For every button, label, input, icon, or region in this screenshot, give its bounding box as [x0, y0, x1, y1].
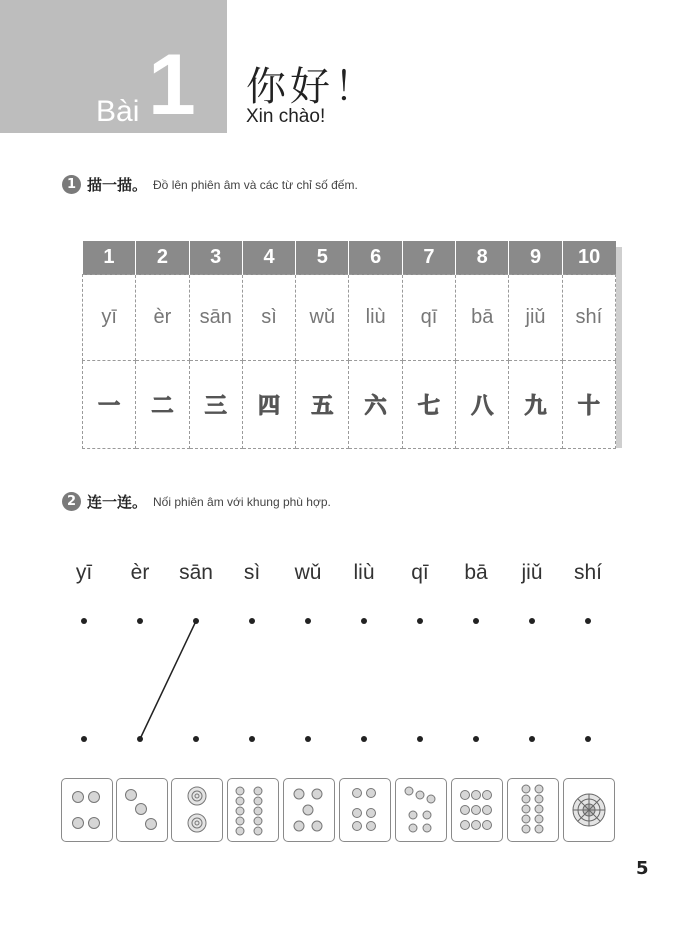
pinyin-trace-cell: sì: [242, 275, 295, 361]
hanzi-trace-cell: 一: [83, 361, 136, 449]
number-header: 5: [296, 241, 349, 275]
pinyin-trace-cell: bā: [456, 275, 509, 361]
exercise-2-heading: [62, 491, 331, 512]
pinyin-trace-cell: liù: [349, 275, 402, 361]
match-dot[interactable]: [473, 736, 479, 742]
tile-6-circles-icon: [339, 778, 391, 842]
pinyin-match-label: yī: [75, 561, 93, 584]
tile-7-circles-icon: [395, 778, 447, 842]
tile-9-circles-icon: [451, 778, 503, 842]
page-number: 5: [636, 858, 649, 879]
hanzi-trace-cell: 四: [242, 361, 295, 449]
tile-5-circles-icon: [283, 778, 335, 842]
pinyin-match-label: jiǔ: [521, 561, 543, 584]
lesson-banner: [0, 0, 227, 133]
pinyin-trace-cell: shí: [562, 275, 615, 361]
hanzi-trace-cell: 九: [509, 361, 562, 449]
exercise-2-title: 连一连。: [87, 493, 148, 511]
pinyin-match-label: wǔ: [294, 561, 322, 584]
number-header: 6: [349, 241, 402, 275]
match-dot[interactable]: [81, 736, 87, 742]
pinyin-match-label: shí: [573, 561, 602, 584]
exercise-1-instruction: Đồ lên phiên âm và các từ chỉ số đếm.: [153, 177, 358, 192]
number-header: 1: [83, 241, 136, 275]
exercise-1-number-icon: 1: [62, 175, 81, 194]
pinyin-trace-cell: èr: [136, 275, 189, 361]
number-header: 3: [189, 241, 242, 275]
lesson-word: Bài: [96, 95, 140, 128]
tile-3-circles-icon: [116, 778, 168, 842]
hanzi-trace-cell: 三: [189, 361, 242, 449]
exercise-2-number-icon: 2: [62, 492, 81, 511]
match-dot[interactable]: [529, 736, 535, 742]
number-header: 4: [242, 241, 295, 275]
hanzi-trace-cell: 八: [456, 361, 509, 449]
match-dot[interactable]: [193, 736, 199, 742]
number-table: [82, 241, 616, 442]
pinyin-trace-cell: qī: [402, 275, 455, 361]
match-dot[interactable]: [417, 736, 423, 742]
exercise-2-instruction: Nối phiên âm với khung phù hợp.: [153, 494, 331, 509]
hanzi-trace-cell: 二: [136, 361, 189, 449]
hanzi-trace-cell: 十: [562, 361, 615, 449]
number-header: 8: [456, 241, 509, 275]
match-dot[interactable]: [137, 736, 143, 742]
tile-4-circles-icon: [61, 778, 113, 842]
pinyin-trace-cell: sān: [189, 275, 242, 361]
match-dot[interactable]: [249, 736, 255, 742]
hanzi-trace-cell: 七: [402, 361, 455, 449]
hanzi-trace-cell: 五: [296, 361, 349, 449]
pinyin-match-label: bā: [464, 561, 488, 584]
tile-1-circle-icon: [563, 778, 615, 842]
pinyin-trace-cell: yī: [83, 275, 136, 361]
lesson-number: 1: [148, 37, 196, 133]
tile-2-circles-icon: [171, 778, 223, 842]
number-header-row: [83, 241, 616, 275]
example-connector-line: [140, 621, 196, 739]
tile-10-circles-icon: [507, 778, 559, 842]
exercise-1-heading: [62, 174, 358, 195]
lesson-title-chinese: 你好！: [246, 64, 378, 110]
example-connector: [0, 600, 680, 750]
number-grid: [82, 241, 616, 449]
number-header: 9: [509, 241, 562, 275]
number-header: 2: [136, 241, 189, 275]
pinyin-trace-cell: jiǔ: [509, 275, 562, 361]
hanzi-trace-row: [83, 361, 616, 449]
lesson-title-vietnamese: Xin chào!: [246, 106, 326, 127]
pinyin-match-label: liù: [353, 561, 375, 584]
tile-10-circles-icon: [227, 778, 279, 842]
pinyin-trace-cell: wǔ: [296, 275, 349, 361]
number-header: 7: [402, 241, 455, 275]
pinyin-match-row: [56, 561, 636, 587]
pinyin-match-label: qī: [411, 561, 429, 584]
pinyin-match-label: èr: [130, 561, 150, 584]
exercise-1-title: 描一描。: [87, 176, 148, 194]
hanzi-trace-cell: 六: [349, 361, 402, 449]
pinyin-match-label: sān: [179, 561, 213, 584]
bottom-dot-row: [0, 736, 680, 744]
number-header: 10: [562, 241, 615, 275]
pinyin-match-label: sì: [243, 561, 261, 584]
match-dot[interactable]: [361, 736, 367, 742]
match-dot[interactable]: [305, 736, 311, 742]
pinyin-trace-row: [83, 275, 616, 361]
match-dot[interactable]: [585, 736, 591, 742]
